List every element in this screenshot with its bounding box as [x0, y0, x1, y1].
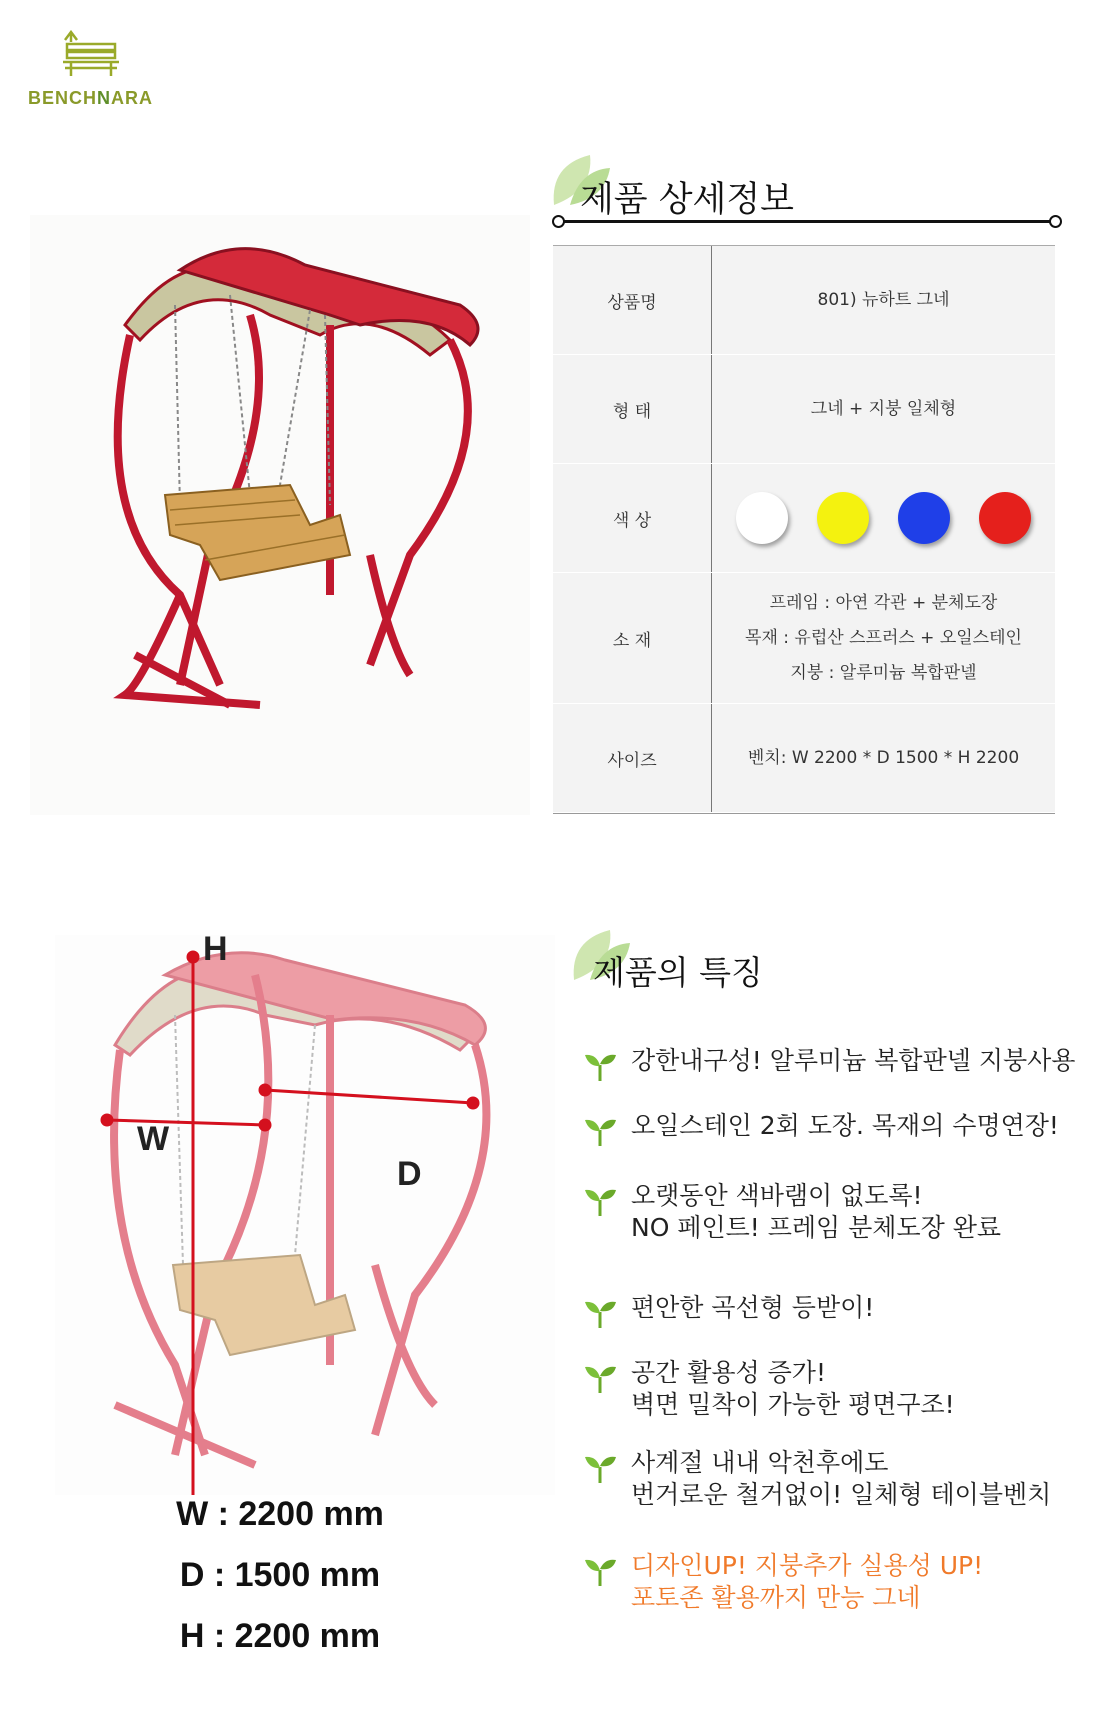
feature-text: 오랫동안 색바램이 없도록!: [631, 1181, 923, 1210]
dimension-values: [150, 1495, 410, 1678]
color-swatch-red: [979, 492, 1031, 544]
wooden-seat: [165, 485, 350, 580]
title-underline: [558, 220, 1054, 223]
features-section-header: [570, 925, 870, 995]
depth-dimension-line: [265, 1090, 473, 1103]
spec-row-size: [553, 704, 1055, 813]
spec-label: 색 상: [553, 464, 712, 572]
spec-row-material: [553, 573, 1055, 704]
feature-text: 오일스테인 2회 도장. 목재의 수명연장!: [631, 1111, 1059, 1140]
sprout-icon: [583, 1556, 617, 1586]
sprout-icon: [583, 1453, 617, 1483]
feature-text: 강한내구성! 알루미늄 복합판넬 지붕사용: [631, 1046, 1076, 1075]
spec-value: 801) 뉴하트 그네: [712, 246, 1055, 354]
color-swatch-white: [736, 492, 788, 544]
material-line: 목재 : 유럽산 스프러스 + 오일스테인: [745, 627, 1022, 648]
color-swatch-blue: [898, 492, 950, 544]
features-section-title: 제품의 특징: [593, 953, 763, 992]
feature-text: 번거로운 철거없이! 일체형 테이블벤치: [631, 1480, 1052, 1509]
spec-value: 벤치: W 2200 * D 1500 * H 2200: [712, 704, 1055, 812]
spec-label: 상품명: [553, 246, 712, 354]
feature-text: NO 페인트! 프레임 분체도장 완료: [631, 1213, 1001, 1242]
feature-text: 편안한 곡선형 등받이!: [631, 1293, 875, 1322]
dimension-depth: D : 1500 mm: [179, 1556, 381, 1594]
spec-section-title: 제품 상세정보: [580, 180, 794, 220]
spec-value: 그네 + 지붕 일체형: [712, 355, 1055, 463]
width-dimension-line: [107, 1120, 265, 1125]
feature-text: 포토존 활용까지 만능 그네: [631, 1583, 921, 1612]
spec-row-type: [553, 355, 1055, 464]
dimension-diagram: [55, 935, 555, 1495]
sprout-icon: [583, 1363, 617, 1393]
spec-label: 소 재: [553, 573, 712, 703]
bench-logo-icon: [61, 30, 121, 82]
spec-row-color: [553, 464, 1055, 573]
spec-value: [712, 573, 1055, 703]
underline-dot: [552, 215, 565, 228]
spec-label: 사이즈: [553, 704, 712, 812]
spec-label: 형 태: [553, 355, 712, 463]
color-options: [712, 464, 1055, 572]
depth-label: D: [397, 1155, 422, 1193]
spec-section-header: [550, 150, 1060, 235]
brand-name: BENCHNARA: [28, 88, 154, 108]
dimension-width: W : 2200 mm: [176, 1495, 384, 1533]
sprout-icon: [583, 1051, 617, 1081]
brand-logo: [28, 30, 178, 110]
spec-table: [553, 245, 1055, 814]
feature-text: 벽면 밀착이 가능한 평면구조!: [631, 1390, 955, 1419]
feature-text: 사계절 내내 악천후에도: [631, 1448, 889, 1477]
sprout-icon: [583, 1116, 617, 1146]
spec-row-name: [553, 246, 1055, 355]
product-photo: [30, 215, 530, 815]
sprout-icon: [583, 1298, 617, 1328]
underline-dot: [1049, 215, 1062, 228]
feature-text: 디자인UP! 지붕추가 실용성 UP!: [631, 1551, 984, 1580]
feature-text: 공간 활용성 증가!: [631, 1358, 826, 1387]
width-label: W: [137, 1120, 170, 1158]
sprout-icon: [583, 1186, 617, 1216]
material-line: 프레임 : 아연 각관 + 분체도장: [769, 592, 998, 613]
color-swatch-yellow: [817, 492, 869, 544]
material-line: 지붕 : 알루미늄 복합판넬: [790, 662, 977, 683]
height-label: H: [203, 930, 228, 968]
dimension-height: H : 2200 mm: [179, 1617, 381, 1655]
